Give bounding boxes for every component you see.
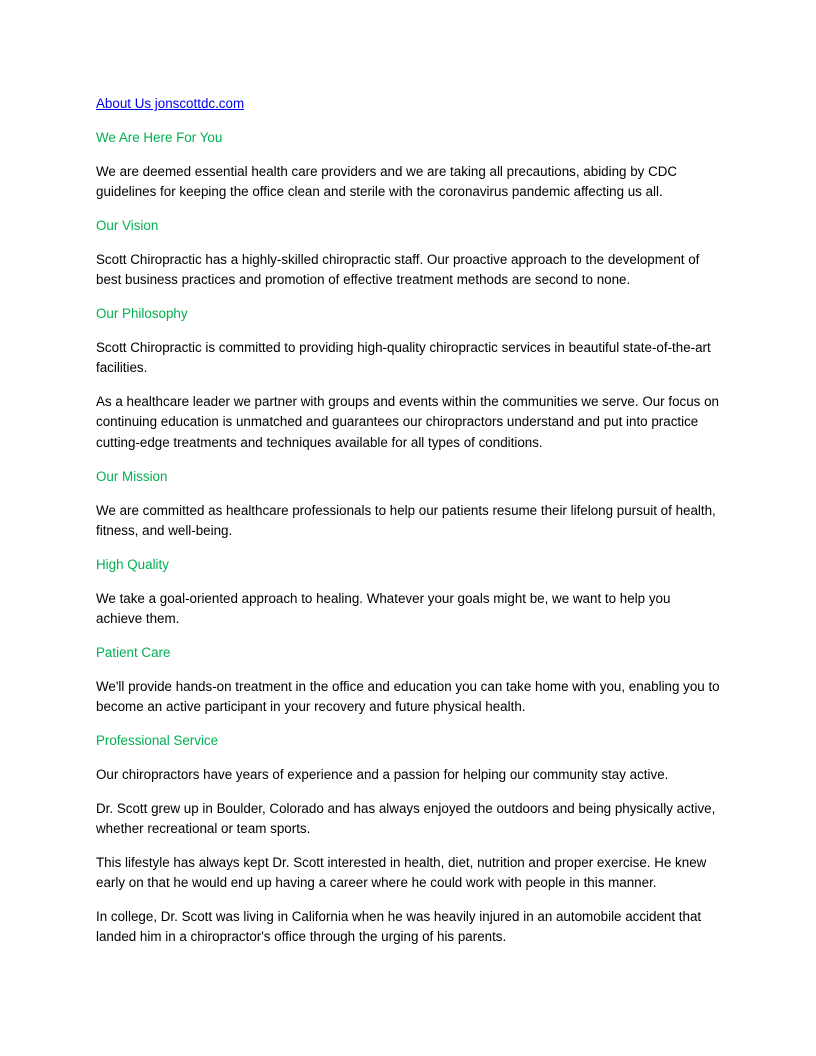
body-paragraph: As a healthcare leader we partner with groups and events within the communities we serve. Our focus on continuing education is unmatched and guarantees our chiropractors understand and put into practice cutting-edge treatments and techniques available for all types of conditions. xyxy=(96,394,719,450)
body-paragraph: In college, Dr. Scott was living in California when he was heavily injured in an automobile accident that landed him in a chiropractor's office through the urging of his parents. xyxy=(96,909,702,945)
section-heading: We Are Here For You xyxy=(96,129,223,145)
section-heading: Our Philosophy xyxy=(96,306,188,322)
body-paragraph: Scott Chiropractic is committed to providing high-quality chiropractic services in beautiful state-of-the-art facilities. xyxy=(96,339,711,376)
section-heading: High Quality xyxy=(96,556,169,572)
body-paragraph: We are deemed essential health care providers and we are taking all precautions, abiding by CDC guidelines for keeping the office clean and sterile with the coronavirus pandemic affecting us all. xyxy=(96,163,678,200)
section-heading: Professional Service xyxy=(96,732,219,748)
about-link-line xyxy=(96,94,720,114)
about-us-link[interactable]: About Us jonscottdc.com xyxy=(96,96,245,111)
section-heading: Our Vision xyxy=(96,217,159,233)
document-page xyxy=(96,94,720,961)
body-paragraph: We'll provide hands-on treatment in the office and education you can take home with you, enabling you to become an active participant in your recovery and future physical health. xyxy=(96,678,720,714)
body-paragraph: We are committed as healthcare professionals to help our patients resume their lifelong pursuit of health, fitness, and well-being. xyxy=(96,502,716,538)
body-paragraph: Dr. Scott grew up in Boulder, Colorado and has always enjoyed the outdoors and being physically active, whether recreational or team sports. xyxy=(96,800,716,836)
body-paragraph: Our chiropractors have years of experience and a passion for helping our community stay active. xyxy=(96,766,669,782)
section-heading: Patient Care xyxy=(96,644,171,660)
body-paragraph: This lifestyle has always kept Dr. Scott interested in health, diet, nutrition and proper exercise. He knew early on that he would end up having a career where he could work with people in this manner. xyxy=(96,854,707,891)
body-paragraph: Scott Chiropractic has a highly-skilled chiropractic staff. Our proactive approach to the development of best business practices and promotion of effective treatment methods are second to none. xyxy=(96,251,700,288)
section-heading: Our Mission xyxy=(96,468,168,484)
body-paragraph: We take a goal-oriented approach to healing. Whatever your goals might be, we want to help you achieve them. xyxy=(96,590,671,626)
